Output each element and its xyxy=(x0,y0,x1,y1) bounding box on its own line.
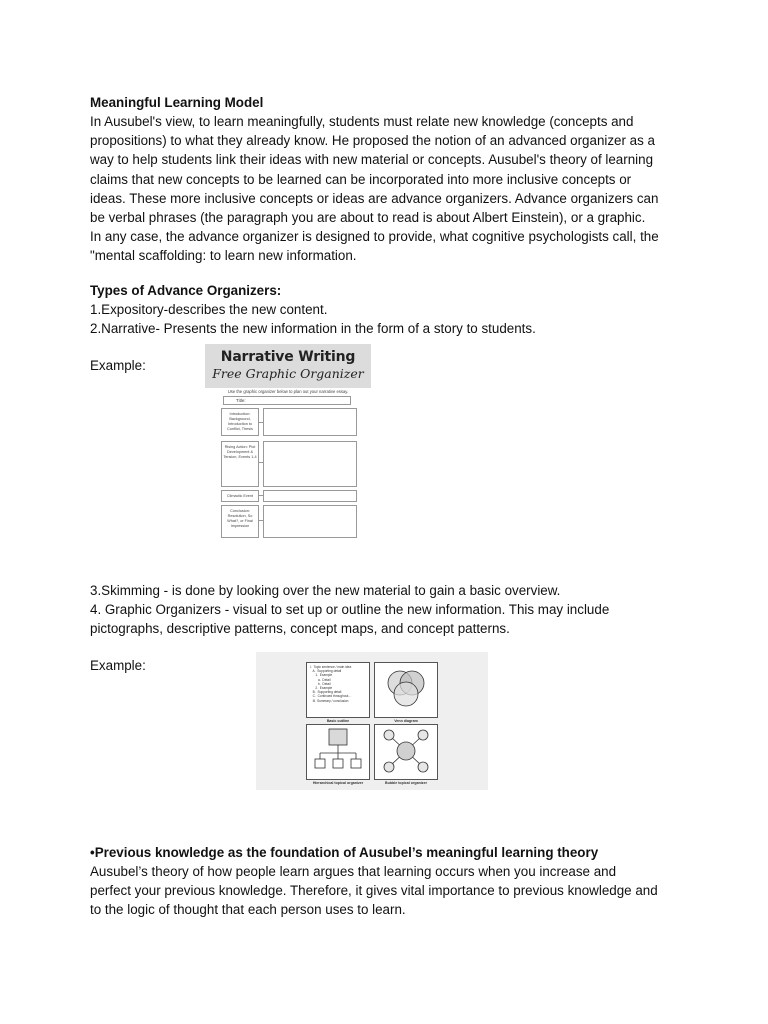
example-label: Example: xyxy=(90,358,146,373)
list-item-narrative: 2.Narrative- Presents the new information in the form of a story to students. xyxy=(90,321,536,336)
outline-text: I. Topic sentence / main idea A. Supporting detail 1. Example a. Detail b. Detail 2. Example B. Supporting detail C. Continued throughout... III. Summary / conclusion xyxy=(310,665,352,703)
organizer-row-box xyxy=(263,441,357,487)
section-heading-previous-knowledge: •Previous knowledge as the foundation of Ausubel’s meaningful learning theory xyxy=(90,845,599,860)
figure-title: Narrative Writing xyxy=(220,349,356,365)
figure-subtitle: Free Graphic Organizer xyxy=(212,366,364,381)
section-heading-meaningful-learning: Meaningful Learning Model xyxy=(90,95,264,110)
figure-header xyxy=(205,344,371,388)
title-field: Title: xyxy=(223,396,351,405)
intro-paragraph: In Ausubel's view, to learn meaningfully, students must relate new knowledge (concepts and propositions) to what they already know. He proposed the notion of an advanced organizer as a way to help students link their ideas with new material or concepts. Ausubel's theory of learning claims that new concepts to be learned can be incorporated into more inclusive concepts or ideas. These more inclusive concepts or ideas are advance organizers. Advance organizers can be verbal phrases (the paragraph you are about to read is about Albert Einstein), or a graphic. In any case, the advance organizer is designed to provide, what cognitive psychologists call, the "mental scaffolding: to learn new information. xyxy=(90,114,659,264)
figure-instruction: Use the graphic organizer below to plan out your narrative essay. xyxy=(227,389,349,394)
list-item-expository: 1.Expository-describes the new content. xyxy=(90,302,328,317)
figure-caption: Bubble topical organizer xyxy=(385,781,427,785)
organizer-row-label: Conclusion: Resolution, So What?, or Final Impression xyxy=(221,505,259,538)
graphic-organizers-figure xyxy=(256,652,488,790)
hierarchy-graphic xyxy=(307,725,369,779)
outline-panel xyxy=(306,662,370,718)
figure-caption: Venn diagram xyxy=(394,719,418,723)
list-item-skimming: 3.Skimming - is done by looking over the new material to gain a basic overview. xyxy=(90,583,561,598)
hierarchy-panel xyxy=(306,724,370,780)
narrative-organizer-figure xyxy=(205,344,371,540)
organizer-row-label: Rising Action: Plot Development & Tension, Events 1-4 xyxy=(221,441,259,487)
figure-caption: Basic outline xyxy=(326,719,350,723)
organizer-row-label: Introduction: Background, Introduction to Conflict, Thesis xyxy=(221,408,259,436)
list-item-graphic-organizers: 4. Graphic Organizers - visual to set up or outline the new information. This may include pictographs, descriptive patterns, concept maps, and concept patterns. xyxy=(90,602,610,637)
example-label: Example: xyxy=(90,658,146,673)
previous-knowledge-paragraph: Ausubel’s theory of how people learn argues that learning occurs when you increase and perfect your previous knowledge. Therefore, it gives vital importance to previous knowledge and to the logic of thought that each person uses to learn. xyxy=(90,864,658,918)
bubble-organizer-graphic xyxy=(375,725,437,779)
venn-diagram-graphic xyxy=(375,663,437,717)
figure-caption: Hierarchical topical organizer xyxy=(312,781,364,785)
organizer-row-box xyxy=(263,490,357,502)
organizer-row-box xyxy=(263,505,357,538)
venn-panel xyxy=(374,662,438,718)
organizer-row-label: Climactic Event xyxy=(221,490,259,502)
organizer-row-box xyxy=(263,408,357,436)
bubble-panel xyxy=(374,724,438,780)
section-heading-types: Types of Advance Organizers: xyxy=(90,283,282,298)
